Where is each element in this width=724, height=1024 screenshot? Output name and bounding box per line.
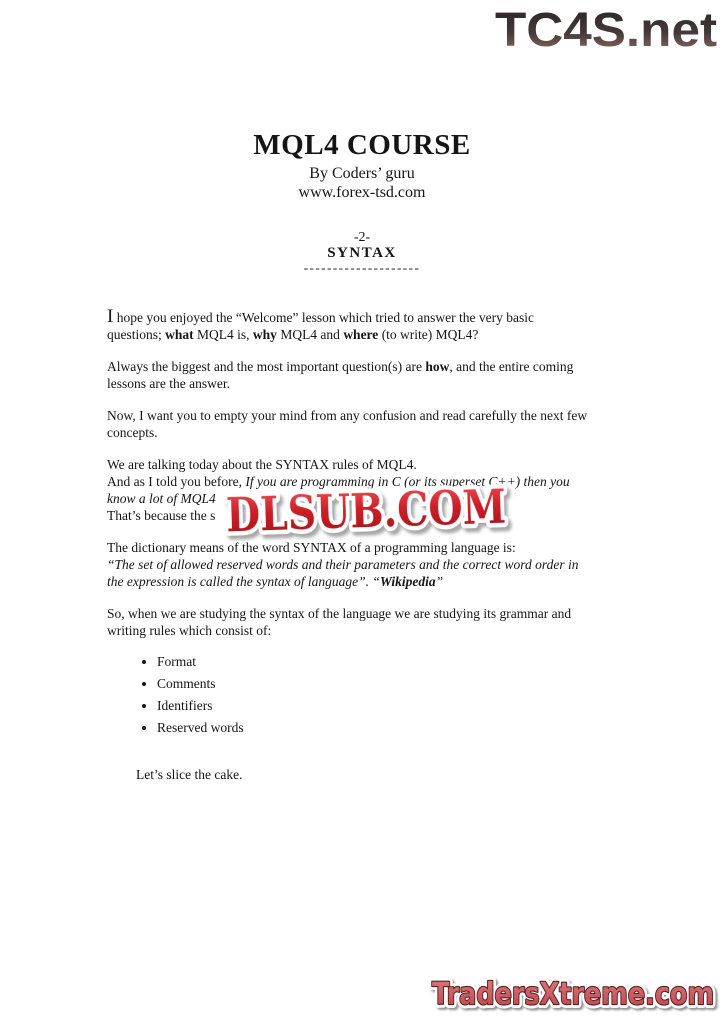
lesson-title: SYNTAX bbox=[327, 245, 397, 261]
closing-line: Let’s slice the cake. bbox=[136, 767, 243, 782]
tc4s-watermark-graphic bbox=[492, 2, 720, 54]
author-byline: By Coders’ guru bbox=[309, 165, 415, 182]
course-title: MQL4 COURSE bbox=[253, 129, 471, 161]
list-item-identifiers: • Identifiers bbox=[157, 698, 627, 714]
paragraph-studying: So, when we are studying the syntax of the language we are studying its grammar and writing rules which consist of: bbox=[107, 606, 572, 638]
document-body bbox=[107, 306, 627, 798]
syntax-topics-list bbox=[107, 654, 627, 736]
divider-dashes: -------------------- bbox=[303, 260, 421, 275]
dlsub-watermark-text: DLSUB.COM bbox=[225, 477, 518, 544]
paragraph-intro: I hope you enjoyed the “Welcome” lesson which tried to answer the very basic questions; what MQL4 is, why MQL4 and where (to write) MQL4? bbox=[107, 306, 534, 342]
tradersxtreme-watermark-text: TradersXtreme.com bbox=[432, 977, 714, 1012]
tc4s-watermark bbox=[492, 2, 720, 54]
list-item-reserved-words: • Reserved words bbox=[157, 720, 627, 736]
paragraph-empty-mind: Now, I want you to empty your mind from any confusion and read carefully the next few concepts. bbox=[107, 408, 588, 440]
lesson-number: -2- bbox=[353, 230, 371, 245]
tc4s-watermark-text: TC4S.net bbox=[495, 4, 718, 54]
paragraph-dictionary: The dictionary means of the word SYNTAX of a programming language is: “The set of allowed reserved words and their parameters and the correct word order in the expression is called the syntax of language”. “Wikipedia” bbox=[107, 540, 579, 589]
tradersxtreme-watermark-outline: TradersXtreme.com bbox=[432, 977, 714, 1012]
dlsub-watermark-graphic bbox=[214, 473, 518, 546]
paragraph-questions: Always the biggest and the most important question(s) are how, and the entire coming lessons are the answer. bbox=[107, 359, 574, 391]
website-url: www.forex-tsd.com bbox=[298, 184, 426, 201]
dropcap-letter: I bbox=[107, 306, 114, 327]
document-header bbox=[0, 130, 724, 274]
paragraph-syntax-rules: We are talking today about the SYNTAX rules of MQL4. And as I told you before, If you are programming in C (or its superset C++) then you know a lot of MQL4 That’s because the s bbox=[107, 457, 570, 523]
list-item-comments: • Comments bbox=[157, 676, 627, 692]
list-item-format: • Format bbox=[157, 654, 627, 670]
tradersxtreme-watermark bbox=[426, 973, 720, 1015]
dlsub-watermark bbox=[214, 473, 518, 546]
tradersxtreme-watermark-graphic bbox=[426, 973, 720, 1015]
